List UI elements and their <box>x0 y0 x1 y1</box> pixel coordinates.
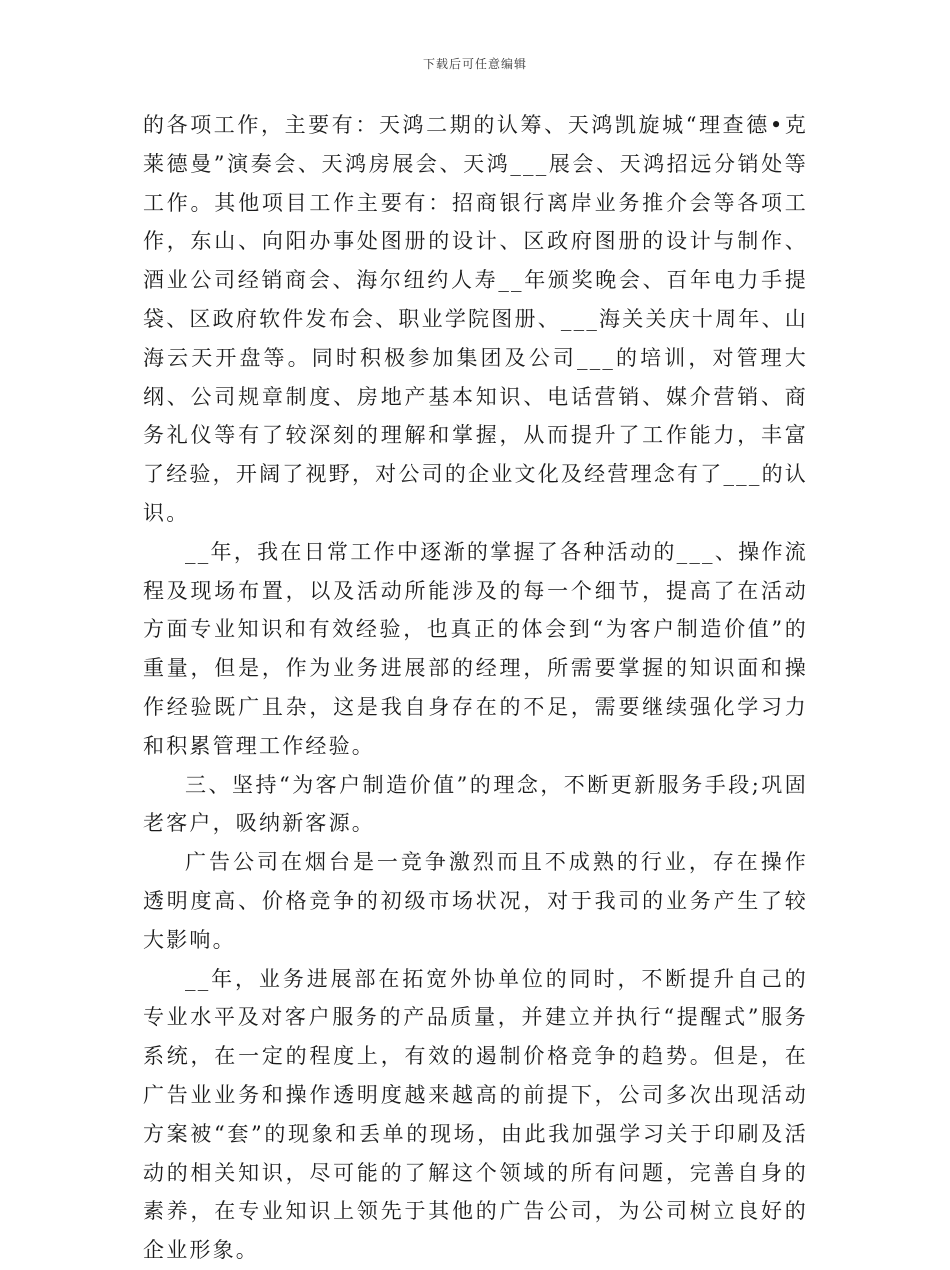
paragraph-2: __年，我在日常工作中逐渐的掌握了各种活动的___、操作流程及现场布置，以及活动所能涉及的每一个细节，提高了在活动方面专业知识和有效经验，也真正的体会到“为客户制造价值”的重量，但是，作为业务进展部的经理，所需要掌握的知识面和操作经验既广且杂，这是我自身存在的不足，需要继续强化学习力和积累管理工作经验。 <box>143 539 808 758</box>
paragraph-4: 广告公司在烟台是一竞争激烈而且不成熟的行业，存在操作透明度高、价格竞争的初级市场状况，对于我司的业务产生了较大影响。 <box>143 850 808 952</box>
page-header: 下载后可任意编辑 <box>422 57 527 71</box>
paragraph-3-section-heading: 三、坚持“为客户制造价值”的理念，不断更新服务手段;巩固老客户，吸纳新客源。 <box>143 772 808 836</box>
paragraph-1: 的各项工作，主要有：天鸿二期的认筹、天鸿凯旋城“理查德•克莱德曼”演奏会、天鸿房展会、天鸿___展会、天鸿招远分销处等工作。其他项目工作主要有：招商银行离岸业务推介会等各项工作，东山、向阳办事处图册的设计、区政府图册的设计与制作、酒业公司经销商会、海尔纽约人寿__年颁奖晚会、百年电力手提袋、区政府软件发布会、职业学院图册、___海关关庆十周年、山海云天开盘等。同时积极参加集团及公司___的培训，对管理大纲、公司规章制度、房地产基本知识、电话营销、媒介营销、商务礼仪等有了较深刻的理解和掌握，从而提升了工作能力，丰富了经验，开阔了视野，对公司的企业文化及经营理念有了___的认识。 <box>143 113 808 525</box>
paragraph-5: __年，业务进展部在拓宽外协单位的同时，不断提升自己的专业水平及对客户服务的产品质量，并建立并执行“提醒式”服务系统，在一定的程度上，有效的遏制价格竞争的趋势。但是，在广告业业务和操作透明度越来越高的前提下，公司多次出现活动方案被“套”的现象和丢单的现场，由此我加强学习关于印刷及活动的相关知识，尽可能的了解这个领域的所有问题，完善自身的素养，在专业知识上领先于其他的广告公司，为公司树立良好的企业形象。 <box>143 966 808 1263</box>
document-body <box>143 106 808 1270</box>
